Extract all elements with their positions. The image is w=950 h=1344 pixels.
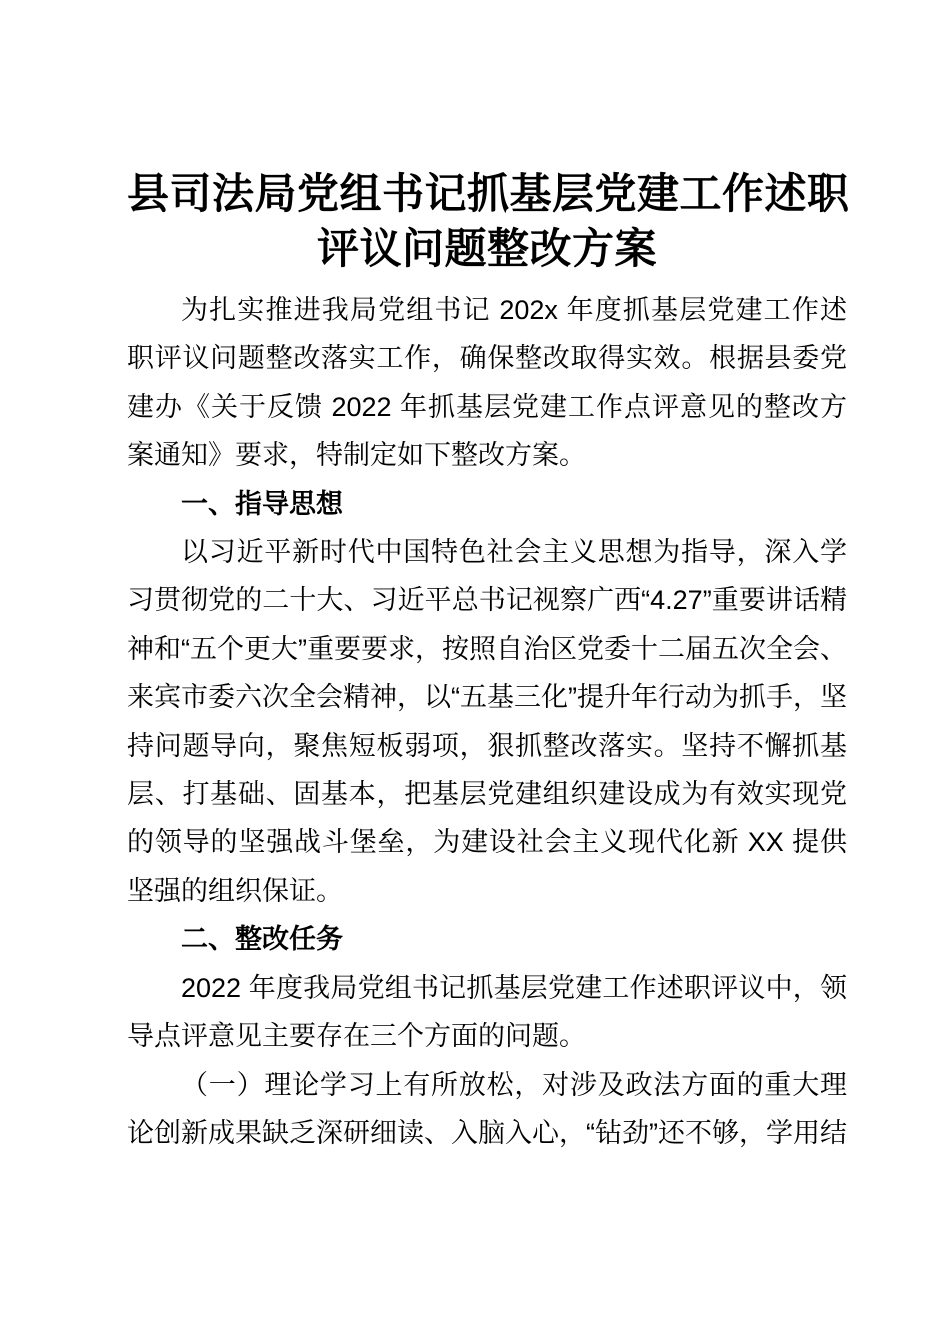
document-body [127,286,847,1157]
paragraph: 2022 年度我局党组书记抓基层党建工作述职评议中，领导点评意见主要存在三个方面的问题。 [127,972,847,1052]
paragraph: 以习近平新时代中国特色社会主义思想为指导，深入学习贯彻党的二十大、习近平总书记视察广西“4.27”重要讲话精神和“五个更大”重要要求，按照自治区党委十二届五次全会、来宾市委六次全会精神，以“五基三化”提升年行动为抓手，坚持问题导向，聚焦短板弱项，狠抓整改落实。坚持不懈抓基层、打基础、固基本，把基层党建组织建设成为有效实现党的领导的坚强战斗堡垒，为建设社会主义现代化新 XX 提供坚强的组织保证。 [127,537,847,906]
section-heading: 一、指导思想 [181,488,343,519]
paragraph: （一）理论学习上有所放松，对涉及政法方面的重大理论创新成果缺乏深研细读、入脑入心，“钻劲”还不够，学用结 [127,1069,847,1148]
document-title-line-1: 县司法局党组书记抓基层党建工作述职 [127,172,850,218]
document-title-line-2: 评议问题整改方案 [316,227,657,273]
document-title [127,168,850,278]
paragraph: 为扎实推进我局党组书记 202x 年度抓基层党建工作述职评议问题整改落实工作，确保整改取得实效。根据县委党建办《关于反馈 2022 年抓基层党建工作点评意见的整改方案通知》要求，特制定如下整改方案。 [127,295,847,471]
section-heading: 二、整改任务 [181,924,343,955]
